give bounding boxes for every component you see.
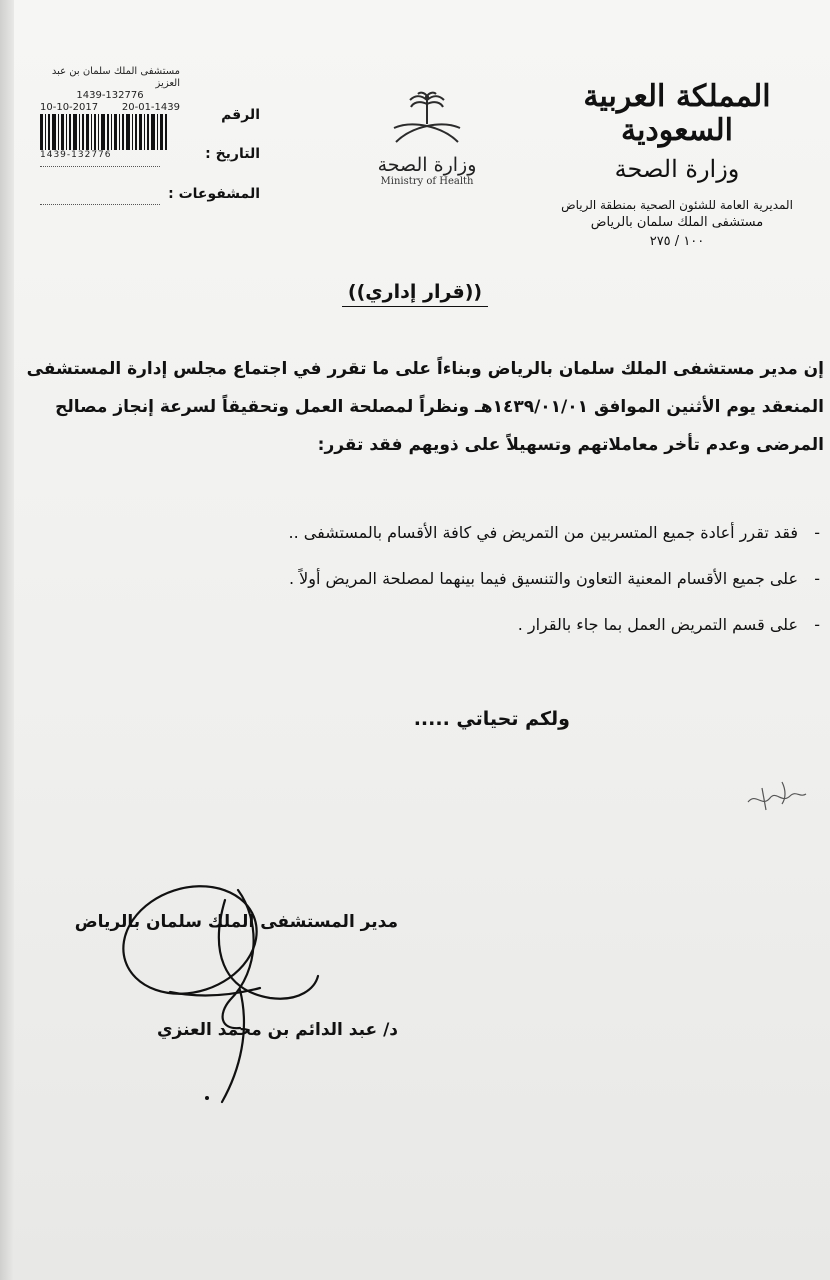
- registry-stamp: [40, 66, 180, 114]
- signatory-title: مدير المستشفى الملك سلمان بالرياض: [74, 912, 398, 932]
- stamp-hospital: مستشفى الملك سلمان بن عبد العزيز: [51, 66, 180, 89]
- closing-greeting: ولكم تحياتي .....: [413, 708, 570, 730]
- decision-title: ((قرار إداري)): [342, 281, 488, 307]
- number-field-label: الرقم: [221, 107, 260, 123]
- signatory-name: د/ عبد الدائم بن محمد العنزي: [156, 1020, 398, 1040]
- page-edge-shadow: [0, 0, 14, 1280]
- kingdom-name: المملكة العربية السعودية: [583, 79, 771, 148]
- reference-number: ١٠٠ / ٢٧٥: [649, 234, 705, 249]
- letterhead-right: [542, 80, 812, 252]
- directorate-name: المديرية العامة للشئون الصحية بمنطقة الرياض: [561, 198, 793, 212]
- decision-title-wrap: [0, 281, 830, 307]
- ministry-logo: [352, 90, 502, 188]
- stamp-date-hijri: 20-01-1439: [121, 102, 180, 113]
- barcode-number: 1439-132776: [40, 150, 112, 160]
- logo-name-ar: وزارة الصحة: [377, 154, 477, 176]
- date-field-line: [40, 166, 160, 167]
- hospital-name: مستشفى الملك سلمان بالرياض: [590, 215, 764, 230]
- decision-item: - على قسم التمريض العمل بما جاء بالقرار .: [20, 602, 820, 648]
- logo-name-en: Ministry of Health: [380, 176, 474, 187]
- decision-item: - فقد تقرر أعادة جميع المتسربين من التمريض في كافة الأقسام بالمستشفى ..: [20, 510, 820, 556]
- attachments-field-line: [40, 204, 160, 205]
- decision-item: - على جميع الأقسام المعنية التعاون والتنسيق فيما بينهما لمصلحة المريض أولاً .: [20, 556, 820, 602]
- date-field-label: التاريخ :: [205, 146, 260, 162]
- decision-intro: إن مدير مستشفى الملك سلمان بالرياض وبناءاً على ما تقرر في اجتماع مجلس إدارة المستشفى المنعقد يوم الأثنين الموافق ١٤٣٩/٠١/٠١هـ ونظراً لمصلحة العمل وتحقيقاً لسرعة إنجاز مصالح المرضى وعدم تأخر معاملاتهم وتسهيلاً على ذويهم فقد تقرر:: [26, 359, 824, 455]
- palm-swords-emblem-icon: [382, 90, 472, 152]
- attachments-field-label: المشفوعات :: [168, 186, 260, 202]
- initial-mark-icon: [742, 768, 822, 818]
- ministry-name: وزارة الصحة: [614, 155, 740, 183]
- stamp-date-gregorian: 10-10-2017: [40, 102, 99, 113]
- stamp-dates: [40, 102, 180, 114]
- decision-list: [20, 510, 820, 648]
- stamp-number: 1439-132776: [76, 90, 144, 101]
